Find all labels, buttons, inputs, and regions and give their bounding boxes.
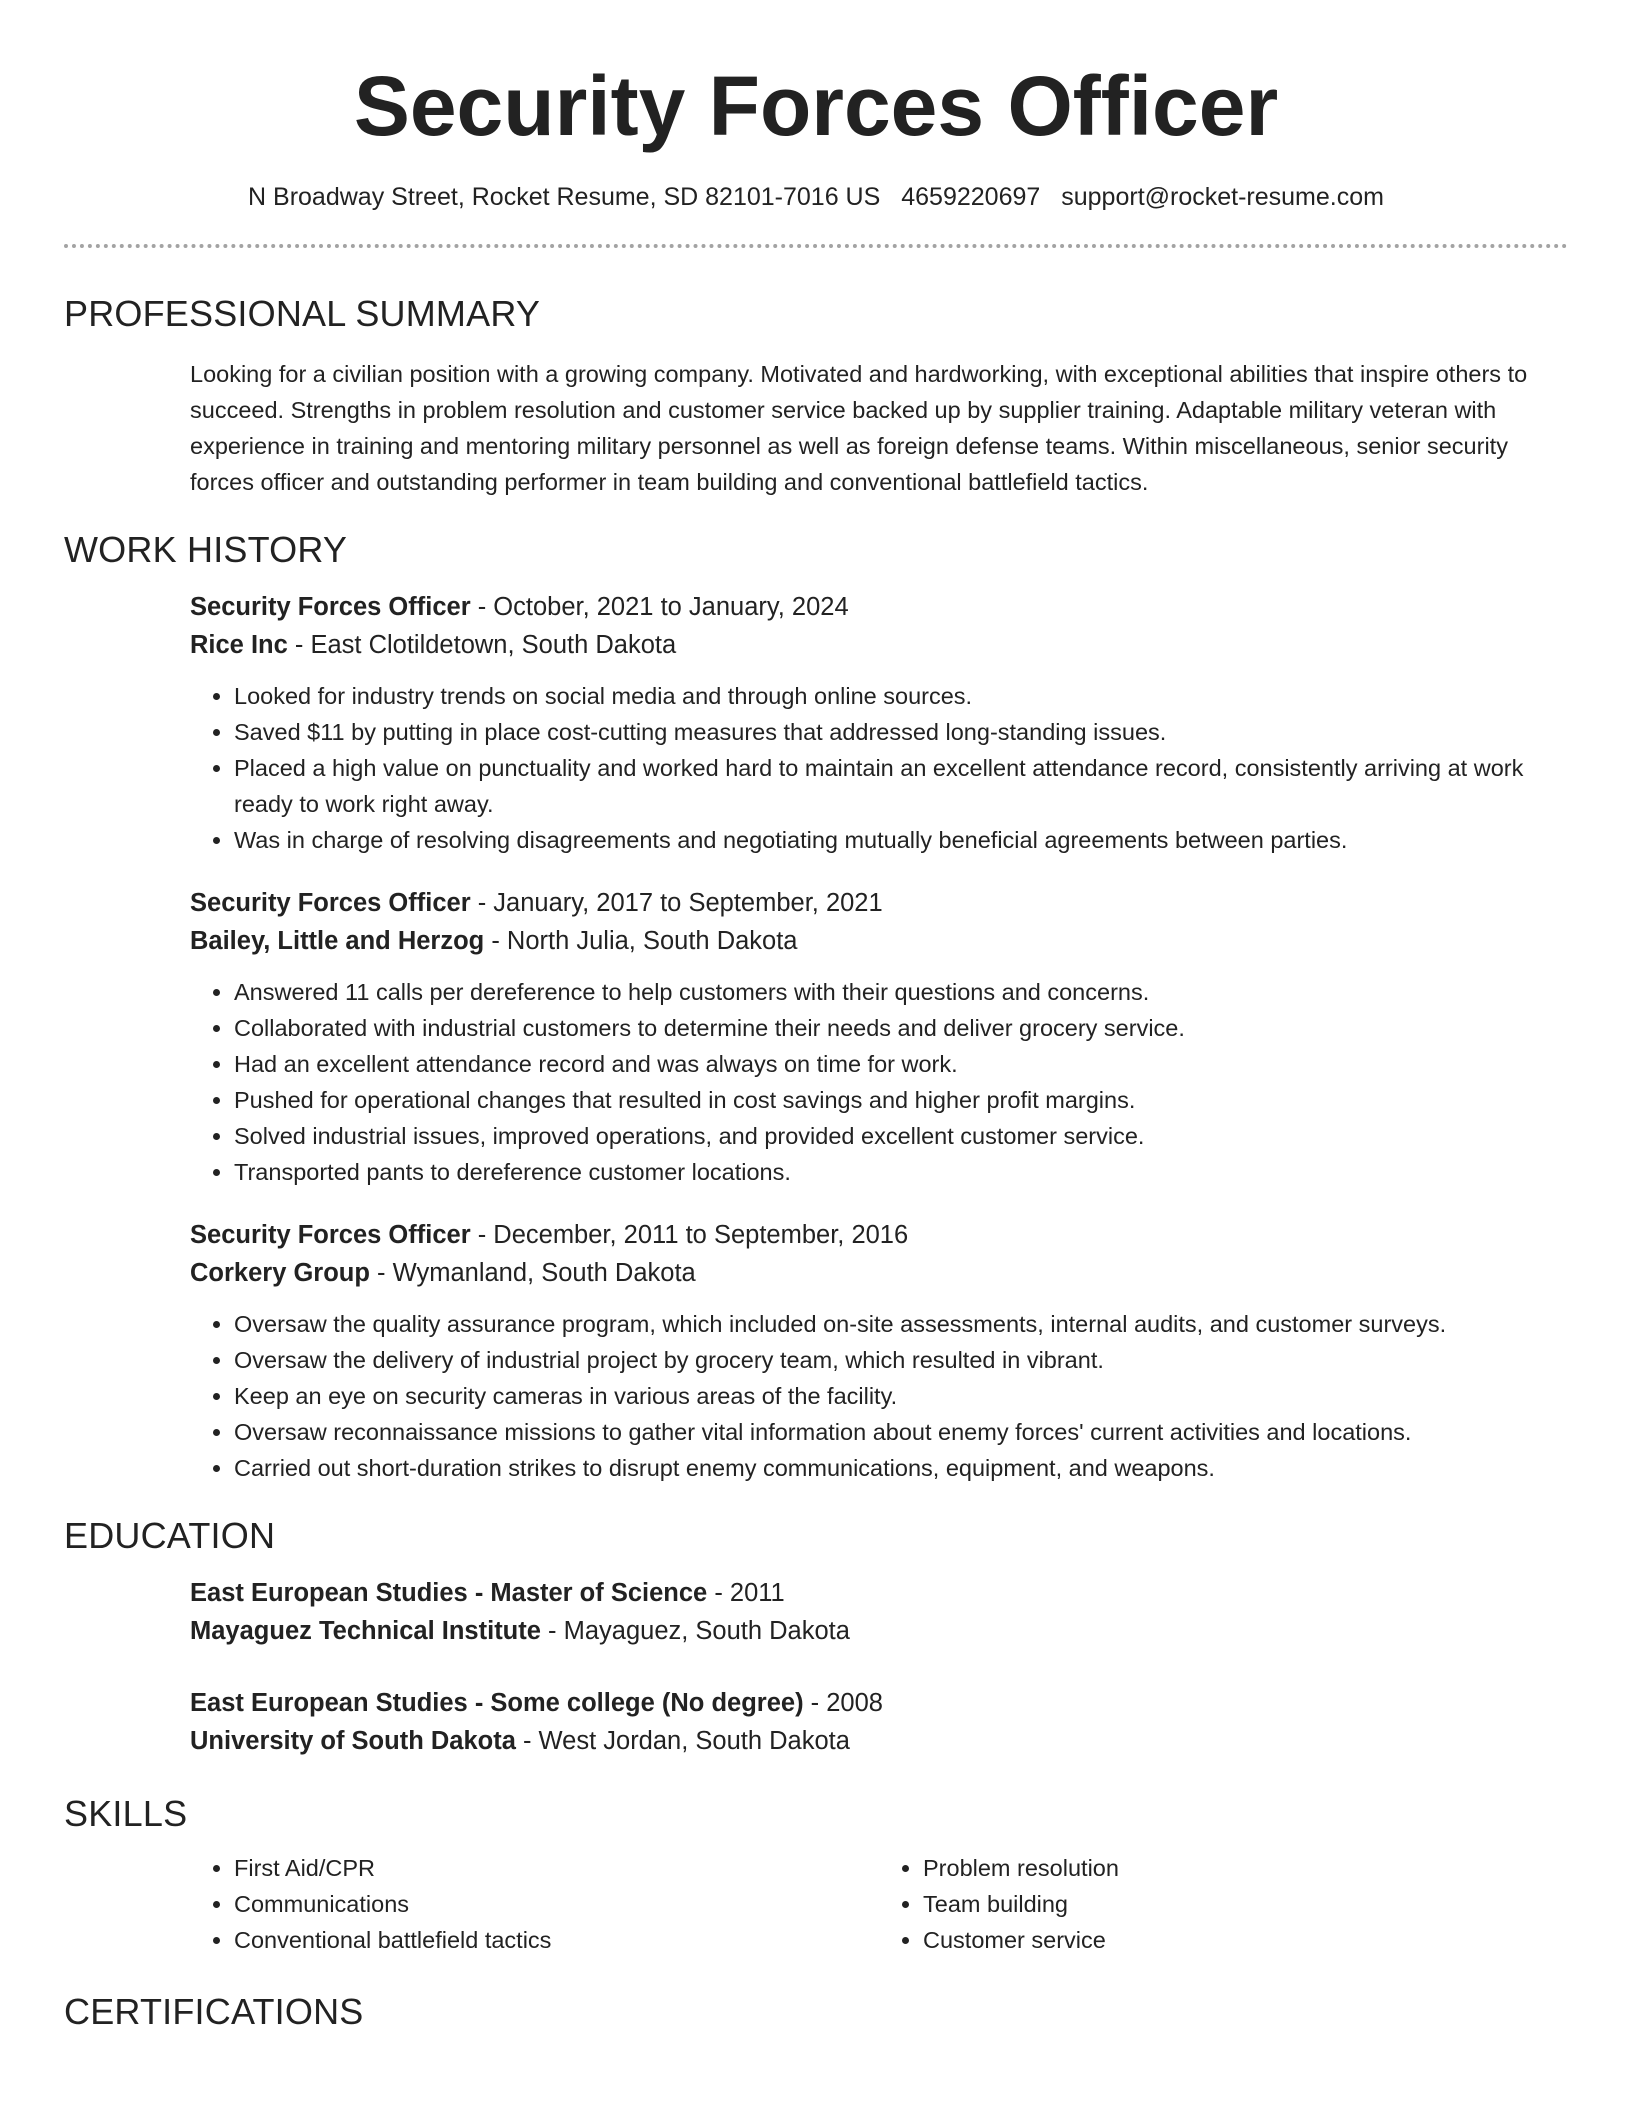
- job-entry: [190, 588, 1568, 858]
- education-degree-line: [190, 1684, 1568, 1722]
- contact-phone: 4659220697: [901, 183, 1041, 211]
- summary-section: [64, 356, 1568, 500]
- job-location: - East Clotildetown, South Dakota: [287, 631, 677, 659]
- skills-column-right: [879, 1850, 1568, 1958]
- list-item: • Answered 11 calls per dereference to help customers with their questions and concerns.: [234, 974, 1568, 1010]
- job-company-line: [190, 922, 1568, 960]
- skill-item: • Team building: [923, 1886, 1568, 1922]
- skills-column-left: [190, 1850, 879, 1958]
- contact-address: N Broadway Street, Rocket Resume, SD 82101-7016 US: [248, 183, 881, 211]
- skill-item: • Communications: [234, 1886, 879, 1922]
- section-title-education: EDUCATION: [64, 1515, 276, 1556]
- contact-email: support@rocket-resume.com: [1061, 183, 1384, 211]
- job-entry: [190, 1216, 1568, 1486]
- education-location: - Mayaguez, South Dakota: [540, 1617, 850, 1645]
- education-degree-line: [190, 1574, 1568, 1612]
- education-year: - 2008: [803, 1689, 883, 1717]
- job-dates: - January, 2017 to September, 2021: [470, 889, 883, 917]
- job-company-line: [190, 626, 1568, 664]
- job-title-line: [190, 884, 1568, 922]
- candidate-name: Security Forces Officer: [353, 59, 1279, 153]
- education-entry: [190, 1574, 1568, 1650]
- section-title-summary: PROFESSIONAL SUMMARY: [64, 293, 541, 334]
- header-divider: [64, 244, 1568, 248]
- list-item: • Saved $11 by putting in place cost-cutting measures that addressed long-standing issues.: [234, 714, 1568, 750]
- education-school: University of South Dakota: [190, 1727, 516, 1755]
- skill-item: • Conventional battlefield tactics: [234, 1922, 879, 1958]
- list-item: • Solved industrial issues, improved operations, and provided excellent customer service.: [234, 1118, 1568, 1154]
- section-title-skills: SKILLS: [64, 1793, 188, 1834]
- job-company: Rice Inc: [190, 631, 288, 659]
- job-dates: - December, 2011 to September, 2016: [470, 1221, 909, 1249]
- list-item: • Oversaw the delivery of industrial project by grocery team, which resulted in vibrant.: [234, 1342, 1568, 1378]
- job-bullets: [190, 974, 1568, 1190]
- job-company: Bailey, Little and Herzog: [190, 927, 485, 955]
- job-title-line: [190, 588, 1568, 626]
- list-item: • Pushed for operational changes that resulted in cost savings and higher profit margins.: [234, 1082, 1568, 1118]
- education-degree: East European Studies - Master of Science: [190, 1579, 708, 1607]
- section-title-work-history: WORK HISTORY: [64, 529, 348, 570]
- list-item: • Placed a high value on punctuality and worked hard to maintain an excellent attendance record, consistently arriving at work ready to work right away.: [234, 750, 1568, 822]
- education-year: - 2011: [707, 1579, 785, 1607]
- job-entry: [190, 884, 1568, 1190]
- education-degree: East European Studies - Some college (No degree): [190, 1689, 804, 1717]
- education-section: [64, 1574, 1568, 1760]
- summary-text: Looking for a civilian position with a growing company. Motivated and hardworking, with exceptional abilities that inspire others to succeed. Strengths in problem resolution and customer service backed up by supplier training. Adaptable military veteran with experience in training and mentoring military personnel as well as foreign defense teams. Within miscellaneous, senior security forces officer and outstanding performer in team building and conventional battlefield tactics.: [190, 361, 1528, 495]
- list-item: • Transported pants to dereference customer locations.: [234, 1154, 1568, 1190]
- job-dates: - October, 2021 to January, 2024: [470, 593, 849, 621]
- skill-item: • First Aid/CPR: [234, 1850, 879, 1886]
- skills-section: [64, 1850, 1568, 1958]
- job-location: - North Julia, South Dakota: [484, 927, 798, 955]
- job-bullets: [190, 1306, 1568, 1486]
- skill-item: • Problem resolution: [923, 1850, 1568, 1886]
- job-bullets: [190, 678, 1568, 858]
- education-school-line: [190, 1612, 1568, 1650]
- education-school: Mayaguez Technical Institute: [190, 1617, 541, 1645]
- job-company: Corkery Group: [190, 1259, 370, 1287]
- skills-grid: [190, 1850, 1568, 1958]
- list-item: • Collaborated with industrial customers to determine their needs and deliver grocery service.: [234, 1010, 1568, 1046]
- work-history-section: [64, 588, 1568, 1486]
- job-title-line: [190, 1216, 1568, 1254]
- education-entry: [190, 1684, 1568, 1760]
- list-item: • Had an excellent attendance record and was always on time for work.: [234, 1046, 1568, 1082]
- job-role: Security Forces Officer: [190, 1221, 471, 1249]
- job-role: Security Forces Officer: [190, 593, 471, 621]
- list-item: • Was in charge of resolving disagreements and negotiating mutually beneficial agreements between parties.: [234, 822, 1568, 858]
- list-item: • Keep an eye on security cameras in various areas of the facility.: [234, 1378, 1568, 1414]
- contact-line: [64, 180, 1568, 214]
- list-item: • Oversaw reconnaissance missions to gather vital information about enemy forces' current activities and locations.: [234, 1414, 1568, 1450]
- job-role: Security Forces Officer: [190, 889, 471, 917]
- skill-item: • Customer service: [923, 1922, 1568, 1958]
- job-company-line: [190, 1254, 1568, 1292]
- list-item: • Looked for industry trends on social media and through online sources.: [234, 678, 1568, 714]
- section-title-certifications: CERTIFICATIONS: [64, 1991, 364, 2032]
- list-item: • Carried out short-duration strikes to disrupt enemy communications, equipment, and weapons.: [234, 1450, 1568, 1486]
- education-location: - West Jordan, South Dakota: [515, 1727, 850, 1755]
- education-school-line: [190, 1722, 1568, 1760]
- job-location: - Wymanland, South Dakota: [369, 1259, 696, 1287]
- list-item: • Oversaw the quality assurance program, which included on-site assessments, internal audits, and customer surveys.: [234, 1306, 1568, 1342]
